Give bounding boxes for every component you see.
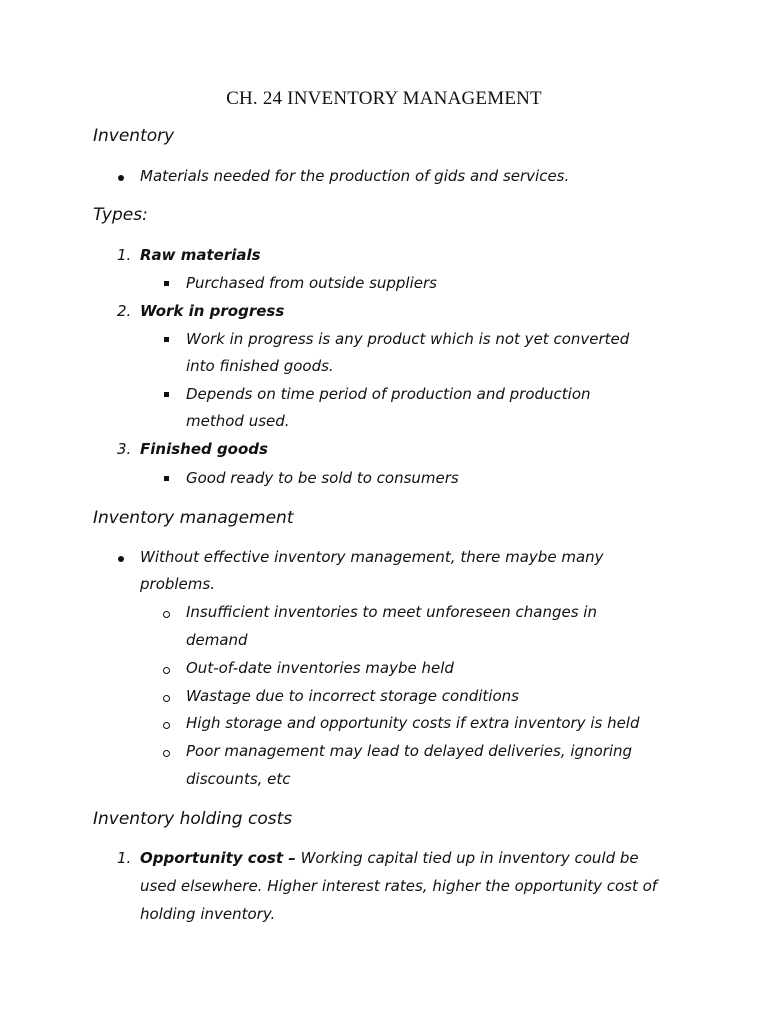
bullet-circle (163, 611, 170, 618)
bullet-dot (118, 556, 124, 562)
bullet-circle (163, 750, 170, 757)
bullet-square (164, 337, 169, 342)
heading-types: Types: (93, 205, 148, 225)
holding-cost-continued: used elsewhere. Higher interest rates, higher the opportunity cost of (140, 877, 658, 895)
type-number-1: 1. (117, 246, 132, 264)
type-number-3: 3. (117, 440, 132, 458)
heading-inventory: Inventory (93, 126, 175, 146)
holding-cost-number-1: 1. (117, 849, 132, 867)
management-problem: Wastage due to incorrect storage conditions (186, 687, 519, 705)
heading-inventory-management: Inventory management (93, 508, 294, 528)
management-intro: Without effective inventory management, there maybe many (140, 548, 604, 566)
holding-cost-text: Working capital tied up in inventory could be (300, 849, 639, 867)
management-problem: Out-of-date inventories maybe held (186, 659, 454, 677)
type-point-continued: method used. (186, 412, 290, 430)
bullet-dot (118, 175, 124, 181)
management-problem-continued: discounts, etc (186, 770, 291, 788)
page-title: CH. 24 INVENTORY MANAGEMENT (226, 88, 542, 109)
heading-inventory-holding-costs: Inventory holding costs (93, 809, 293, 829)
type-point: Work in progress is any product which is not yet converted (186, 330, 630, 348)
holding-cost-continued: holding inventory. (140, 905, 276, 923)
inventory-definition: Materials needed for the production of gids and services. (140, 167, 570, 185)
bullet-square (164, 392, 169, 397)
type-number-2: 2. (117, 302, 132, 320)
bullet-circle (163, 722, 170, 729)
management-problem: Insufficient inventories to meet unforeseen changes in (186, 603, 597, 621)
type-point: Purchased from outside suppliers (186, 274, 437, 292)
holding-cost-line (140, 849, 639, 867)
type-label-finished-goods: Finished goods (140, 440, 268, 458)
management-problem: Poor management may lead to delayed deliveries, ignoring (186, 742, 633, 760)
type-point-continued: into finished goods. (186, 357, 334, 375)
type-point: Good ready to be sold to consumers (186, 469, 459, 487)
management-problem: High storage and opportunity costs if extra inventory is held (186, 714, 640, 732)
management-intro-continued: problems. (140, 575, 215, 593)
bullet-square (164, 476, 169, 481)
management-problem-continued: demand (186, 631, 248, 649)
bullet-square (164, 281, 169, 286)
bullet-circle (163, 667, 170, 674)
holding-cost-label: Opportunity cost – (140, 849, 296, 867)
type-point: Depends on time period of production and production (186, 385, 591, 403)
type-label-work-in-progress: Work in progress (140, 302, 285, 320)
bullet-circle (163, 695, 170, 702)
type-label-raw-materials: Raw materials (140, 246, 261, 264)
